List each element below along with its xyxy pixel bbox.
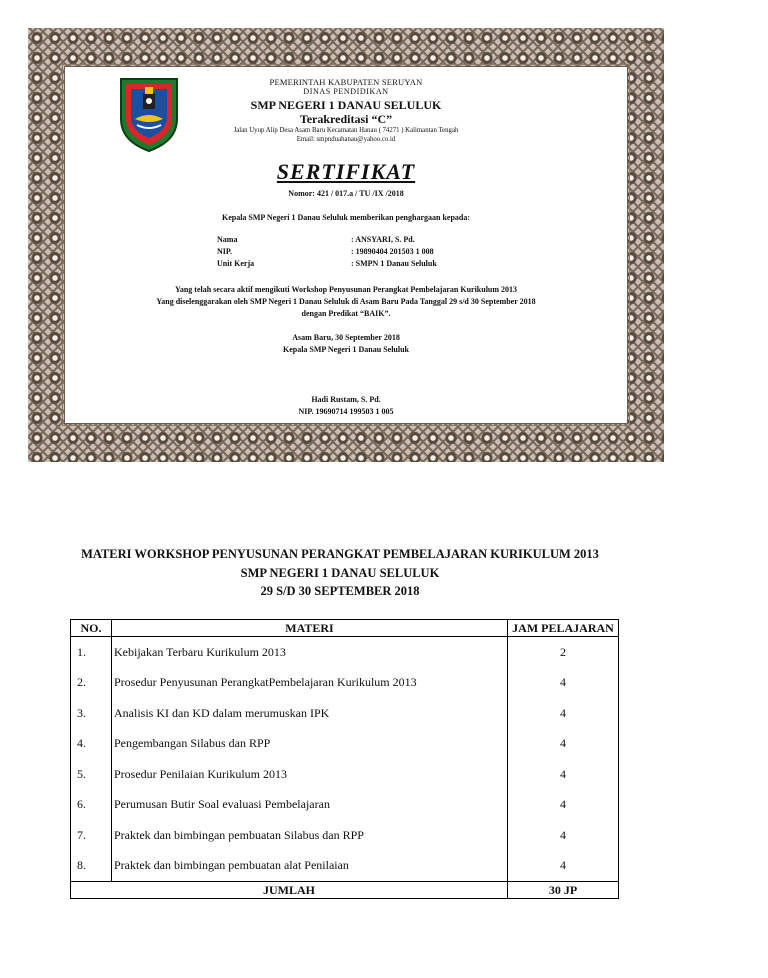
government-name: PEMERINTAH KABUPATEN SERUYAN [269,77,423,87]
award-intro: Kepala SMP Negeri 1 Danau Seluluk memberikan penghargaan kepada: [221,213,471,222]
table-row [71,851,619,882]
row-jam: 4 [508,851,619,882]
table-row [71,668,619,699]
row-jam: 2 [508,637,619,668]
total-value: 30 JP [508,882,619,899]
row-materi: Kebijakan Terbaru Kurikulum 2013 [112,637,508,668]
column-header-no: NO. [71,620,112,637]
table-row [71,790,619,821]
workshop-school: SMP NEGERI 1 DANAU SELULUK [240,566,440,580]
row-no: 6. [71,790,112,821]
signer-nip: NIP. 19690714 199503 1 005 [298,407,394,416]
row-no: 5. [71,759,112,790]
field-label-nip: NIP. [217,247,233,256]
row-no: 3. [71,698,112,729]
row-materi: Prosedur Penyusunan PerangkatPembelajaran Kurikulum 2013 [112,668,508,699]
column-header-materi: MATERI [112,620,508,637]
row-materi: Perumusan Butir Soal evaluasi Pembelajaran [112,790,508,821]
row-jam: 4 [508,668,619,699]
row-no: 7. [71,820,112,851]
school-email: Email: smpnduahanau@yahoo.co.id [296,136,396,143]
workshop-date: 29 S/D 30 SEPTEMBER 2018 [260,584,420,598]
table-row [71,698,619,729]
certificate-number: Nomor: 421 / 017.a / TU /IX /2018 [288,189,404,198]
row-materi: Pengembangan Silabus dan RPP [112,729,508,760]
field-value-name: : ANSYARI, S. Pd. [351,235,415,244]
award-paragraph-line: Yang diselenggarakan oleh SMP Negeri 1 Danau Seluluk di Asam Baru Pada Tanggal 29 s/d 30 September 2018 [156,297,536,306]
column-header-jam: JAM PELAJARAN [508,620,619,637]
school-name: SMP NEGERI 1 DANAU SELULUK [250,98,442,112]
school-address: Jalan Uyup Alip Desa Asam Baru Kecamatan Hanau ( 74271 ) Kalimantan Tengah [233,127,459,134]
row-no: 4. [71,729,112,760]
row-jam: 4 [508,820,619,851]
certificate-body [64,66,628,424]
certificate [28,28,664,462]
place-date: Asam Baru, 30 September 2018 [292,333,400,342]
table-row [71,729,619,760]
table-row [71,637,619,668]
table-row [71,820,619,851]
field-label-unit: Unit Kerja [217,259,255,268]
table-row [71,759,619,790]
row-no: 8. [71,851,112,882]
row-jam: 4 [508,729,619,760]
department-name: DINAS PENDIDIKAN [303,87,389,96]
materi-table [70,619,619,899]
award-paragraph-line: Yang telah secara aktif mengikuti Workshop Penyusunan Perangkat Pembelajaran Kurikulum 2013 [174,285,518,294]
field-label-name: Nama [217,235,238,244]
signer-title: Kepala SMP Negeri 1 Danau Seluluk [282,345,409,354]
field-value-unit: : SMPN 1 Danau Seluluk [351,259,437,268]
row-jam: 4 [508,698,619,729]
certificate-title: SERTIFIKAT [276,159,416,184]
row-materi: Analisis KI dan KD dalam merumuskan IPK [112,698,508,729]
row-jam: 4 [508,790,619,821]
row-materi: Praktek dan bimbingan pembuatan alat Penilaian [112,851,508,882]
award-paragraph-line: dengan Predikat “BAIK”. [301,309,391,318]
row-materi: Prosedur Penilaian Kurikulum 2013 [112,759,508,790]
table-header-row [71,620,619,637]
workshop-heading: MATERI WORKSHOP PENYUSUNAN PERANGKAT PEMBELAJARAN KURIKULUM 2013 [81,547,599,561]
table-total-row [71,882,619,899]
row-no: 2. [71,668,112,699]
total-label: JUMLAH [71,882,508,899]
row-materi: Praktek dan bimbingan pembuatan Silabus dan RPP [112,820,508,851]
field-value-nip: : 19890404 201503 1 008 [351,247,434,256]
row-jam: 4 [508,759,619,790]
signer-name: Hadi Rustam, S. Pd. [311,395,381,404]
accreditation: Terakreditasi “C” [299,112,393,126]
row-no: 1. [71,637,112,668]
